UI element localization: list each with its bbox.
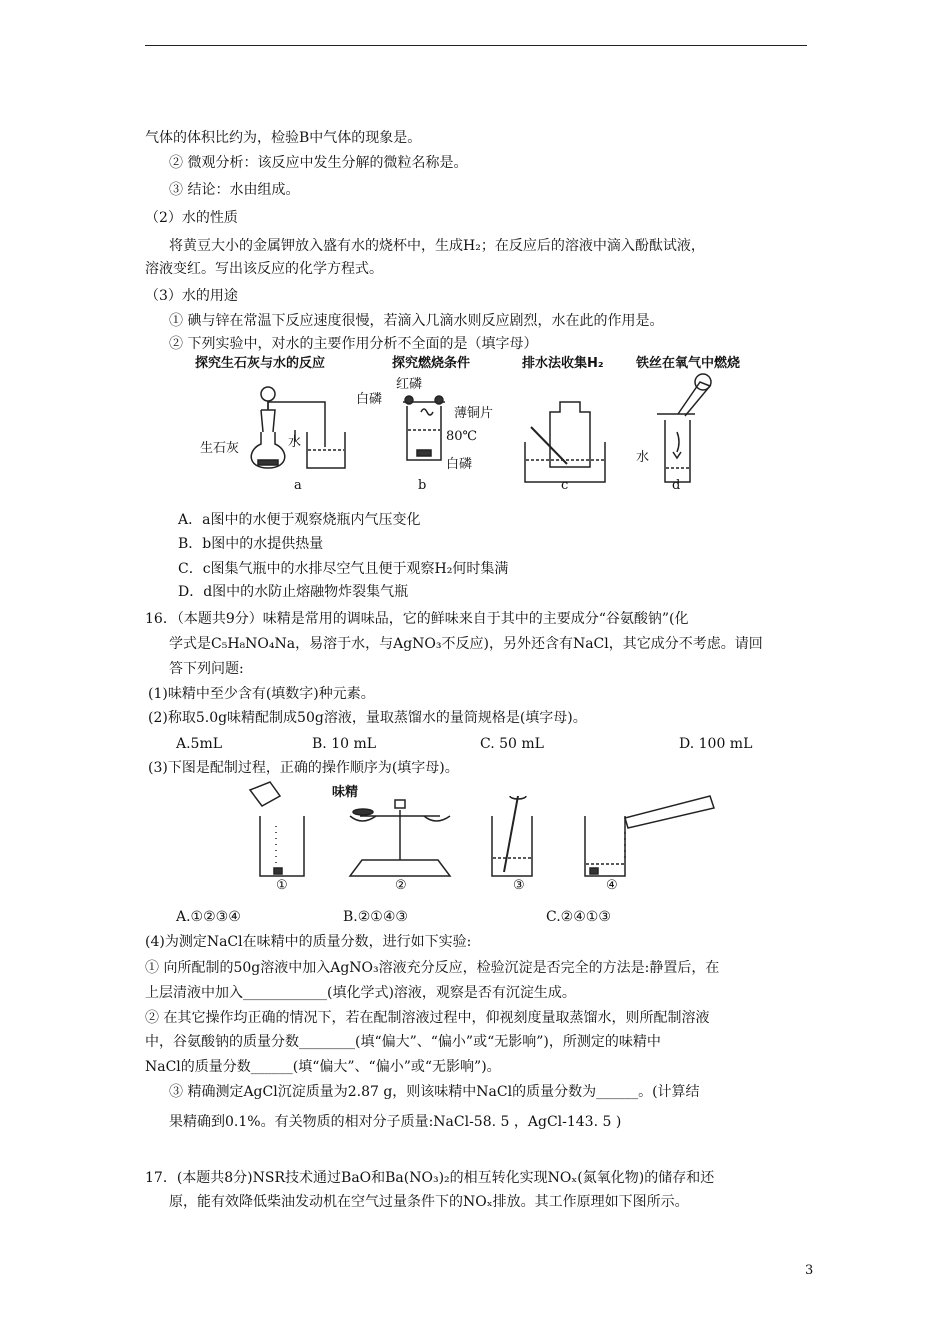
text-line: ② 微观分析：该反应中发生分解的微粒名称是。 (169, 155, 468, 171)
question-16: 16．（本题共9分）味精是常用的调味品，它的鲜味来自于其中的主要成分“谷氨酸钠”(化 (145, 611, 689, 627)
text-line: 学式是C₅H₈NO₄Na，易溶于水，与AgNO₃不反应)，另外还含有NaCl，其它成分不考虑。请回 (169, 636, 763, 652)
text-line: ② 下列实验中，对水的主要作用分析不全面的是（填字母） (169, 336, 538, 352)
text-line: 溶液变红。写出该反应的化学方程式。 (145, 261, 383, 277)
preparation-figure (240, 780, 720, 890)
section-heading: （3）水的用途 (145, 288, 238, 304)
text-line: 上层清液中加入____________(填化学式)溶液，观察是否有沉淀生成。 (145, 985, 576, 1001)
question-17: 17．(本题共8分)NSR技术通过BaO和Ba(NO₃)₂的相互转化实现NOₓ(氮氧化物)的储存和还 (145, 1170, 715, 1186)
figure-letter: b (418, 478, 427, 493)
beaker-3 (492, 796, 532, 876)
text-line: (1)味精中至少含有(填数字)种元素。 (148, 686, 375, 702)
flask-apparatus (251, 387, 345, 468)
text-line: ③ 结论：水由组成。 (169, 182, 300, 198)
text-line: (3)下图是配制过程，正确的操作顺序为(填字母)。 (148, 760, 459, 776)
label-white-phosphorus: 白磷 (356, 392, 383, 407)
figure-title-b: 探究燃烧条件 (392, 356, 471, 371)
balance (350, 800, 450, 876)
option-b: B．b图中的水提供热量 (178, 536, 324, 552)
combustion-apparatus (403, 396, 445, 460)
text-line: ③ 精确测定AgCl沉淀质量为2.87 g，则该味精中NaCl的质量分数为______。(计算结 (169, 1084, 700, 1100)
figure-letter: c (561, 478, 569, 493)
figure-title-a: 探究生石灰与水的反应 (195, 356, 326, 371)
iron-wire-apparatus (657, 374, 711, 482)
text-line: ② 在其它操作均正确的情况下，若在配制溶液过程中，仰视刻度量取蒸馏水，则所配制溶液 (145, 1010, 710, 1026)
label-water: 水 (288, 435, 302, 450)
option-c: C. 50 mL (480, 736, 544, 752)
text-line: ① 碘与锌在常温下反应速度很慢，若滴入几滴水则反应剧烈，水在此的作用是。 (169, 313, 664, 329)
figure-title-d: 铁丝在氧气中燃烧 (636, 356, 741, 371)
beaker-4 (585, 796, 714, 876)
option-c: C.②④①③ (546, 909, 611, 925)
label-temperature: 80℃ (446, 429, 478, 444)
option-a: A.①②③④ (176, 909, 241, 925)
figure-number: ② (395, 878, 407, 893)
figure-number: ③ (513, 878, 525, 893)
label-water: 水 (636, 450, 650, 465)
section-heading: （2）水的性质 (145, 210, 238, 226)
option-b: B. 10 mL (312, 736, 377, 752)
option-d: D. 100 mL (679, 736, 753, 752)
option-c: C．c图集气瓶中的水排尽空气且便于观察H₂何时集满 (178, 561, 509, 577)
beaker-1 (250, 782, 304, 876)
gas-collection-apparatus (525, 402, 605, 482)
text-line: NaCl的质量分数______(填“偏大”、“偏小”或“无影响”)。 (145, 1059, 501, 1075)
figure-title-c: 排水法收集H₂ (522, 356, 604, 371)
text-line: 答下列问题: (169, 661, 244, 677)
header-rule (145, 45, 807, 46)
figure-letter: a (294, 478, 302, 493)
text-line: (4)为测定NaCl在味精中的质量分数，进行如下实验: (145, 934, 472, 950)
page-number: 3 (805, 1263, 814, 1278)
figure-number: ④ (606, 878, 618, 893)
text-line: 中，谷氨酸钠的质量分数________(填“偏大”、“偏小”或“无影响”)，所测定的味精中 (145, 1034, 661, 1050)
option-a: A．a图中的水便于观察烧瓶内气压变化 (178, 512, 421, 528)
label-quicklime: 生石灰 (200, 441, 240, 456)
text-line: 将黄豆大小的金属钾放入盛有水的烧杯中，生成H₂；在反应后的溶液中滴入酚酞试液， (169, 238, 705, 254)
label-white-phosphorus: 白磷 (446, 457, 473, 472)
text-line: 气体的体积比约为，检验B中气体的现象是。 (145, 130, 422, 146)
option-d: D．d图中的水防止熔融物炸裂集气瓶 (178, 584, 409, 600)
figure-letter: d (672, 478, 681, 493)
text-line: 原，能有效降低柴油发动机在空气过量条件下的NOₓ排放。其工作原理如下图所示。 (169, 1194, 689, 1210)
figure-number: ① (276, 878, 288, 893)
option-b: B.②①④③ (343, 909, 408, 925)
label-red-phosphorus: 红磷 (396, 377, 423, 392)
text-line: (2)称取5.0g味精配制成50g溶液，量取蒸馏水的量筒规格是(填字母)。 (148, 710, 587, 726)
label-copper-plate: 薄铜片 (454, 406, 494, 421)
text-line: ① 向所配制的50g溶液中加入AgNO₃溶液充分反应，检验沉淀是否完全的方法是:静置后，在 (145, 960, 720, 976)
option-a: A.5mL (176, 736, 223, 752)
text-line: 果精确到0.1%。有关物质的相对分子质量:NaCl-58. 5 ，AgCl-143. 5 ) (169, 1114, 622, 1130)
label-msg: 味精 (332, 785, 359, 800)
